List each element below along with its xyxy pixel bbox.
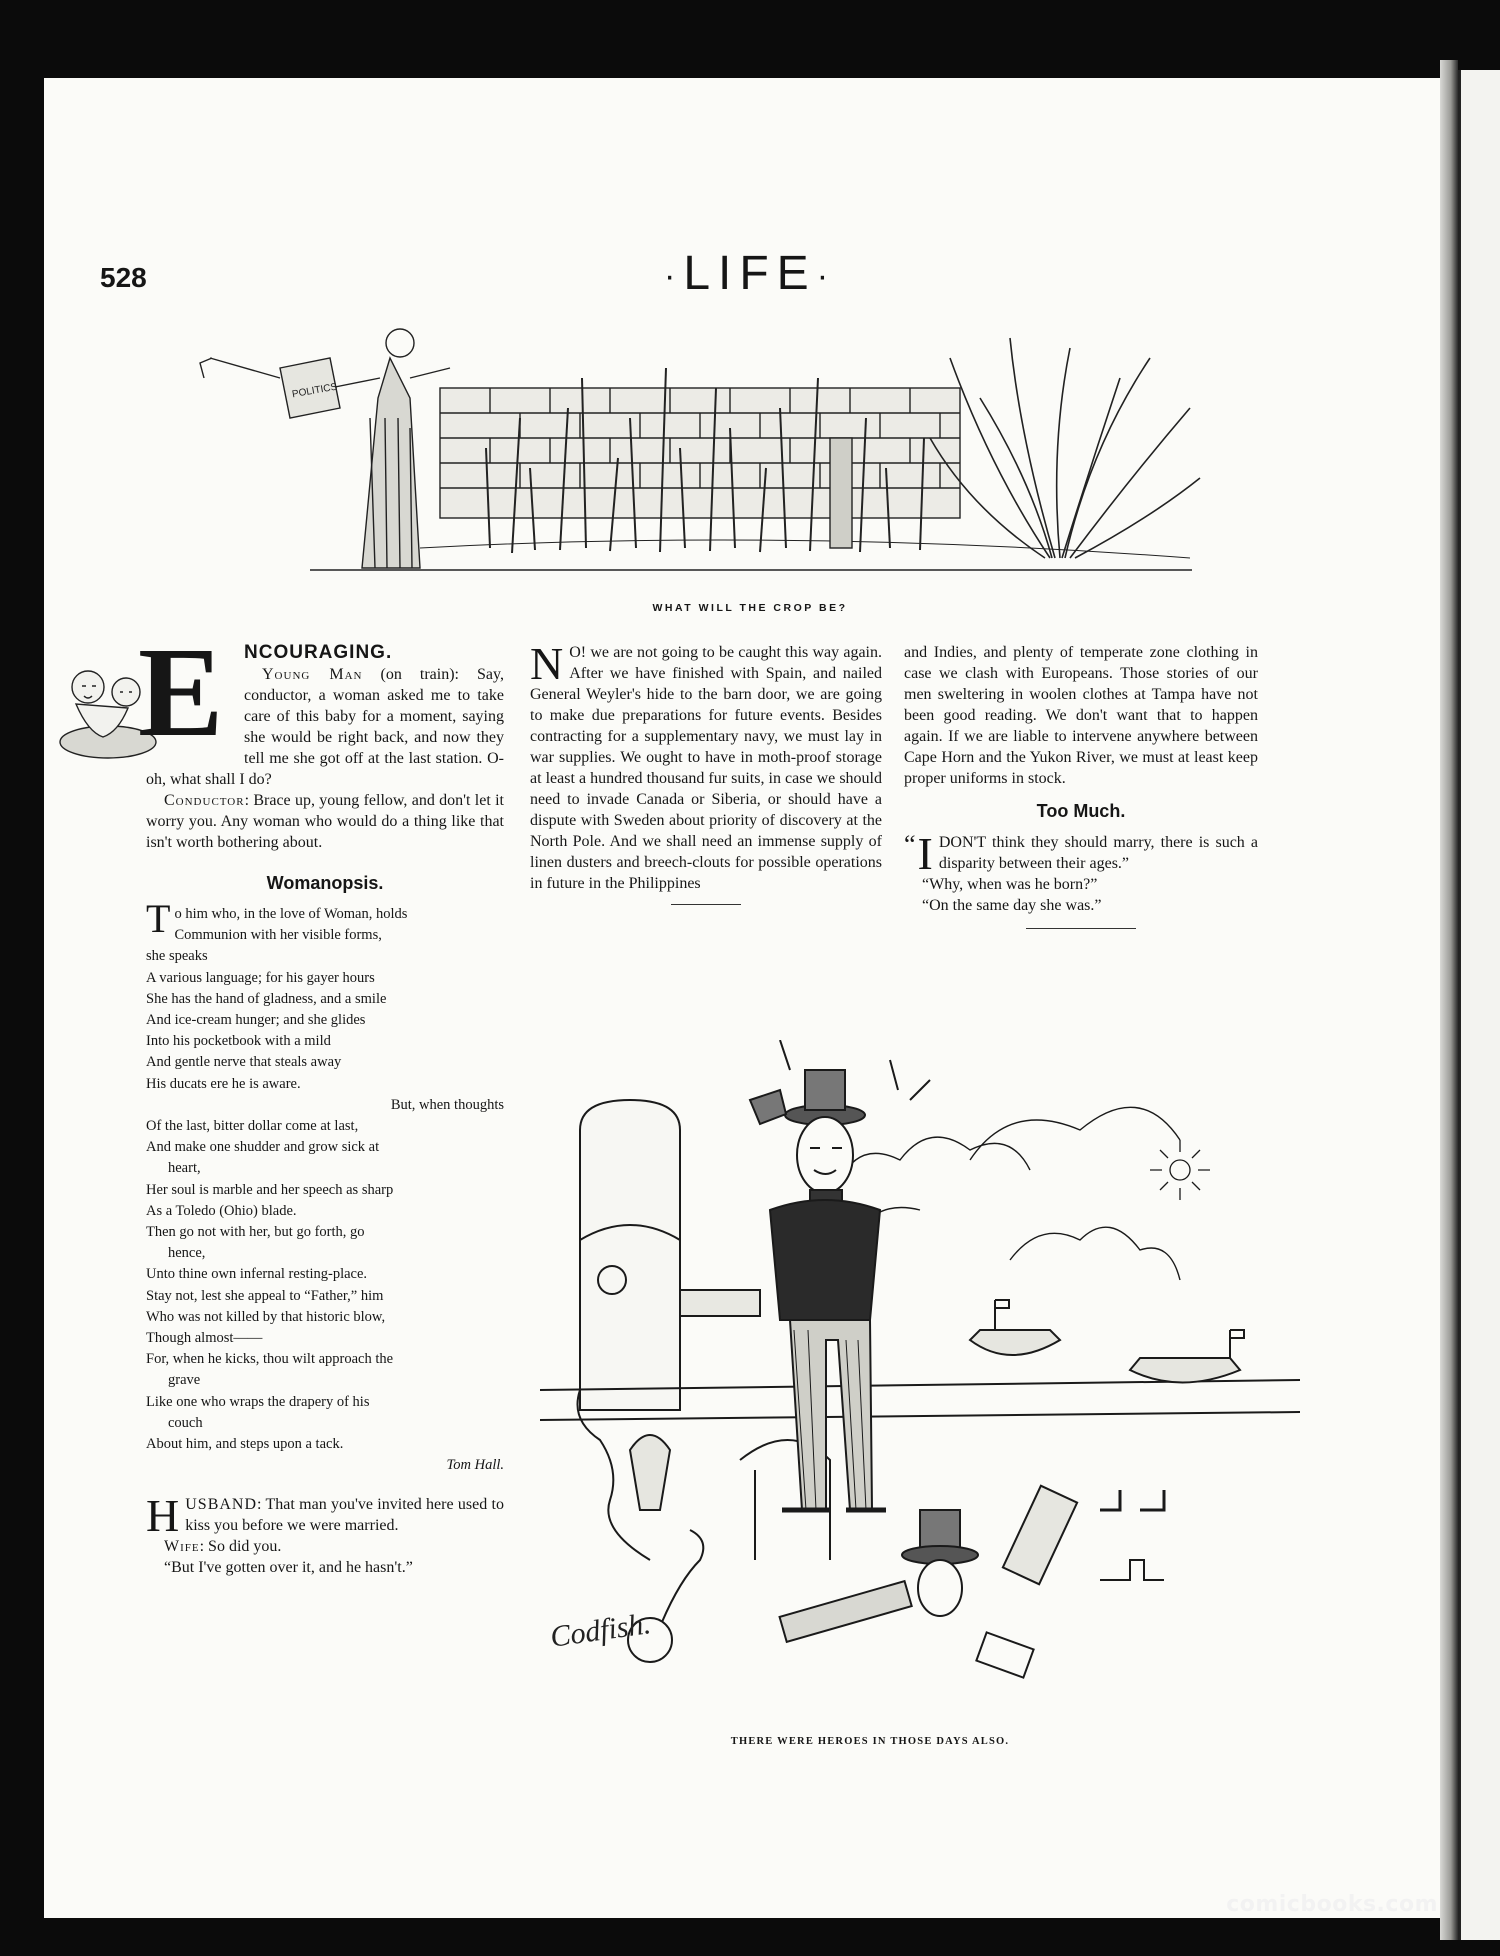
page-number: 528 <box>100 262 147 293</box>
bottom-illustration-caption: THERE WERE HEROES IN THOSE DAYS ALSO. <box>730 1736 1010 1747</box>
masthead-title: LIFE <box>683 247 817 300</box>
watermark: comicbooks.com <box>1226 1892 1438 1917</box>
poem-line: Her soul is marble and her speech as sharp <box>146 1181 394 1198</box>
article-no-text: O! we are not going to be caught this way again. After we have finished with Spain, and nailed General Weyler's hide to the barn door, we are going to make due preparations for future events. Besides contracting for a supplementary navy, we must lay in war supplies. We ought to have in moth-proof storage at least a hundred thousand fur suits, in case we should need to invade Canada or Siberia, or should have a dispute with Sweden about priority of discovery at the North Pole. And we shall need an immense supply of linen dusters and breech-clouts for possible operations in future in the Philippines <box>530 644 882 892</box>
poem-body <box>146 896 504 1455</box>
divider <box>1026 928 1136 929</box>
drop-letter-n: N <box>530 638 564 689</box>
poem-line: Of the last, bitter dollar come at last, <box>146 1118 359 1135</box>
poem-line: Into his pocketbook with a mild <box>146 1033 331 1050</box>
speaker-conductor: Conductor <box>164 792 245 809</box>
encouraging-text-1: (on train): Say, conductor, a woman asked me to take care of this baby for a moment, saying she would be right back, and now they tell me she got off at the last station. O-oh, what shall I do? <box>146 666 504 788</box>
poem-line: And make one shudder and grow sick at <box>146 1139 380 1156</box>
column-left <box>138 621 504 1578</box>
encouraging-title: NCOURAGING. <box>244 642 393 663</box>
crop-illustration <box>190 318 1212 588</box>
poem-line: Communion with her visible forms, <box>174 927 382 944</box>
drop-letter-h: H <box>146 1490 180 1542</box>
poem-line: hence, <box>168 1245 206 1262</box>
poem-line: heart, <box>168 1160 201 1177</box>
speaker-husband: USBAND <box>185 1496 258 1514</box>
facing-page-edge <box>1458 70 1500 1940</box>
column-middle <box>530 638 882 915</box>
poem-line: His ducats ere he is aware. <box>146 1075 301 1092</box>
poem-line: And gentle nerve that steals away <box>146 1054 342 1071</box>
poem-author: Tom Hall. <box>446 1457 504 1474</box>
poem-line: couch <box>168 1414 203 1431</box>
husband-text-1: : That man you've invited here used to kiss you before we were married. <box>185 1496 504 1535</box>
column-right <box>904 642 1258 941</box>
poem-line: For, when he kicks, thou wilt approach the <box>146 1351 394 1368</box>
drop-letter-i: I <box>917 828 933 879</box>
poem-line: To him who, in the love of Woman, holds <box>146 896 408 941</box>
page-edge <box>1440 60 1458 1940</box>
poem-line: grave <box>168 1372 201 1389</box>
heroes-illustration <box>540 1040 1300 1700</box>
husband-text-2: : So did you. <box>199 1538 282 1556</box>
article-encouraging <box>138 621 504 853</box>
poem-line: A various language; for his gayer hours <box>146 969 375 986</box>
poem-line: Who was not killed by that historic blow, <box>146 1308 386 1325</box>
poem-line: About him, and steps upon a tack. <box>146 1436 344 1453</box>
encouraging-text-2: : Brace up, young fellow, and don't let it worry you. Any woman who would do a thing like that isn't worth bothering about. <box>146 792 504 851</box>
masthead: ·LIFE· <box>663 247 837 300</box>
poem-line: Stay not, lest she appeal to “Father,” him <box>146 1287 384 1304</box>
too-much-text-3: “On the same day she was.” <box>922 897 1102 914</box>
poem-line: She has the hand of gladness, and a smile <box>146 990 387 1007</box>
speaker-wife: Wife <box>164 1538 200 1556</box>
poem-line: Though almost—— <box>146 1330 263 1347</box>
too-much-title: Too Much. <box>1036 801 1126 821</box>
poem-line: Unto thine own infernal resting-place. <box>146 1266 368 1283</box>
drop-letter-e: E <box>138 621 224 763</box>
poem-line: Then go not with her, but go forth, go <box>146 1224 365 1241</box>
artist-signature: Codfish. <box>548 1607 653 1654</box>
too-much-text-1: DON'T think they should marry, there is such a disparity between their ages.” <box>938 834 1258 872</box>
too-much-text-2: “Why, when was he born?” <box>922 876 1098 893</box>
poem-line: Like one who wraps the drapery of his <box>146 1393 370 1410</box>
top-illustration-caption: WHAT WILL THE CROP BE? <box>652 602 848 614</box>
poem-line: As a Toledo (Ohio) blade. <box>146 1202 297 1219</box>
encouraging-vignette <box>58 621 236 764</box>
poem-line: And ice-cream hunger; and she glides <box>146 1012 366 1029</box>
speaker-young-man: Young Man <box>262 666 363 683</box>
article-no-continued: and Indies, and plenty of temperate zone clothing in case we clash with Europeans. Those stories of our men sweltering in woolen clothes at Tampa have not been good reading. We don't want that to happen again. If we are liable to intervene anywhere between Cape Horn and the Yukon River, we must at least keep proper uniforms in stock. <box>904 644 1258 787</box>
can-label: POLITICS <box>291 381 339 401</box>
husband-text-3: “But I've gotten over it, and he hasn't.” <box>164 1559 413 1577</box>
poem-line: she speaks <box>146 948 208 965</box>
poem-line: But, when thoughts <box>390 1096 504 1113</box>
divider <box>671 904 741 905</box>
poem-title: Womanopsis. <box>266 873 384 893</box>
article-husband <box>146 1490 504 1578</box>
too-much-open-quote: “ <box>904 830 916 859</box>
